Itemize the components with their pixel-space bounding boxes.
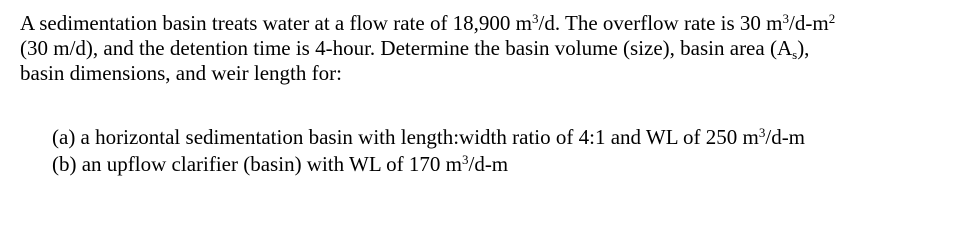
superscript: 3 [461,151,469,167]
subscript: s [792,46,798,62]
problem-line-1-text-c: /d-m [789,11,829,35]
superscript: 2 [828,10,836,26]
part-a-text: (a) a horizontal sedimentation basin with length:width ratio of 4:1 and WL of 250 m [52,125,759,149]
part-a [52,124,805,151]
problem-line-1 [20,11,950,36]
superscript: 3 [758,124,766,140]
problem-line-1-text-a: A sedimentation basin treats water at a flow rate of 18,900 m [20,11,533,35]
part-b-text: (b) an upflow clarifier (basin) with WL of 170 m [52,152,462,176]
problem-line-2-text-b: ), [797,36,810,60]
part-b-tail: /d-m [468,152,509,176]
problem-line-3-text: basin dimensions, and weir length for: [20,61,342,85]
problem-statement [20,11,950,86]
problem-line-2-text-a: (30 m/d), and the detention time is 4-hour. Determine the basin volume (size), basin area (A [20,36,793,60]
part-b [52,151,805,178]
superscript: 3 [782,10,790,26]
part-a-tail: /d-m [765,125,806,149]
problem-line-2 [20,36,950,61]
problem-line-1-text-b: /d. The overflow rate is 30 m [538,11,783,35]
superscript: 3 [532,10,539,26]
problem-line-3 [20,61,950,86]
problem-parts-list [52,124,805,178]
